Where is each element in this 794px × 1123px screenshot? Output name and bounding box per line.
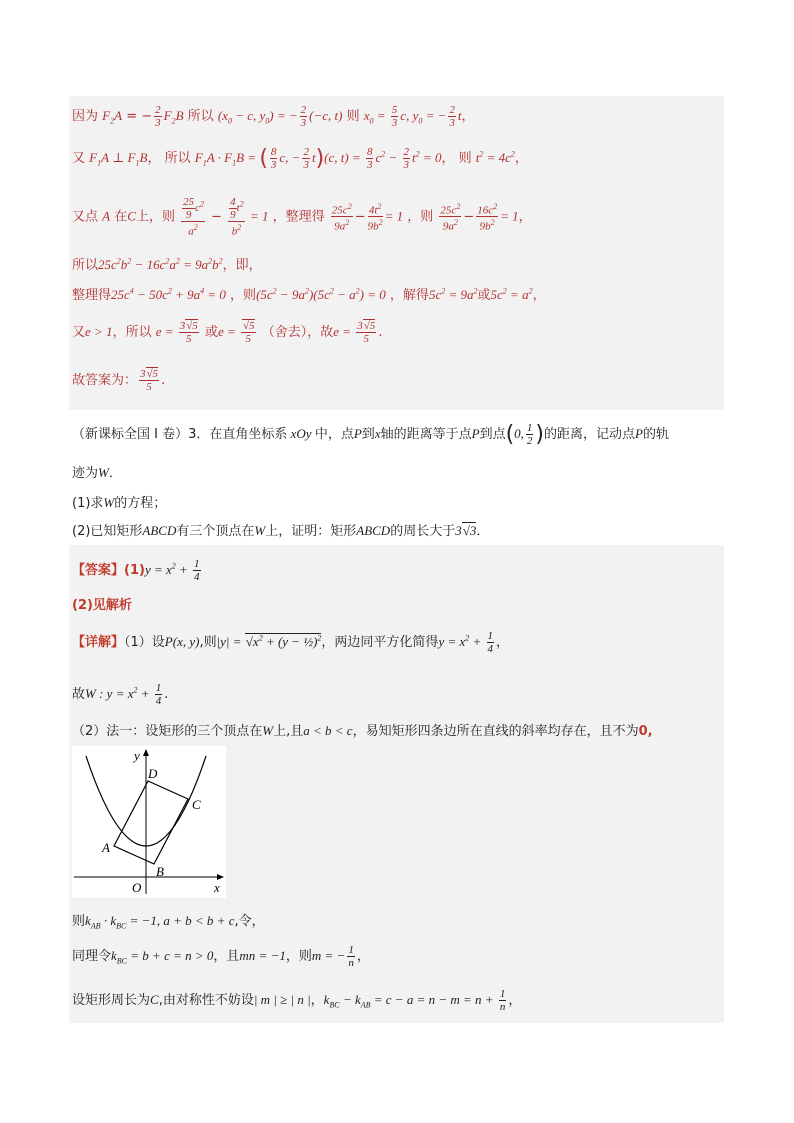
solution-line-7: 故答案为： $\frac{3√5}{5}$ . xyxy=(72,368,166,393)
detail-line-4: 则$k_{AB} \cdot k_{BC} = -1$, a + b < b + c,令， xyxy=(72,913,265,931)
parabola-rectangle-figure xyxy=(72,746,226,898)
y-axis-arrow xyxy=(143,749,149,756)
x-label: x xyxy=(214,880,220,895)
point-a-label: A xyxy=(102,840,110,855)
detail-line-1: 【详解】（1）设P(x, y),则$|y| = √x^2 + (y$ − ½)$^2$，两边同平方化简得$y = x^2$ + $\frac{1}{4}$ ， xyxy=(72,630,510,655)
solution-line-2: 又 $F_1A$ ⊥ $F_1B$， 所以 $F_1A \cdot F_1B$ = ( $\frac{8}{3}$ c, − $\frac{2}{3}$ t)(c, t) = $\frac{8}{3}$ $c^2$ − $\frac{2}{3}$ $t^2 = 0$， 则 $t^2 = 4c^2$， xyxy=(72,146,528,171)
origin-label: O xyxy=(132,880,142,895)
detail-line-6: 设矩形周长为C,由对称性不妨设| m | ≥ | n |，$k_{BC} - k_{AB} = c - a = n - m = n$ + $\frac{1}{n}$ ， xyxy=(72,988,522,1013)
solution-block-top xyxy=(69,96,724,410)
solution-line-3: 又点 A 在C上，则 $\frac{25}{9}$ $c^2$ $a^2$ − $\frac{4}{9}$ $t^2$ $b^2$ = 1 ，整理得 $\frac{25c^2}{9a^2}$ − $\frac{4t^2}{9b^2}$ = 1 ，则 $\frac{25c^2}{9a^2}$ − $\frac{16c^2}{9b^2}$ = 1， xyxy=(72,196,532,238)
y-label: y xyxy=(134,748,140,763)
point-d-label: D xyxy=(148,766,158,781)
answer-line-1: 【答案】$(1)y = x^2$ + $\frac{1}{4}$ xyxy=(72,558,200,583)
detail-line-5: 同理令$k_{BC} = b + c = n > 0$，且mn = −1，则m = − $\frac{1}{n}$ ， xyxy=(72,944,370,969)
problem-q2: (2)已知矩形ABCD有三个顶点在W上，证明：矩形ABCD的周长大于3√3． xyxy=(72,523,490,539)
problem-line-1: （新课标全国 I 卷）3．在直角坐标系 xOy 中，点P到x轴的距离等于点P到点(0, $\frac{1}{2}$ )的距离，记动点P的轨 xyxy=(72,422,669,447)
solution-line-1: 因为 $F_2A$ = − $\frac{2}{3}$ $F_2B$ 所以 ($x_0 - c$, $y_0$) = − $\frac{2}{3}$ (−c, t) 则 $x_0$ = $\frac{5}{3}$ c, $y_0$ = − $\frac{2}{3}$ t， xyxy=(72,104,475,129)
solution-line-5: 整理得$25c^4 - 50c^2 + 9a^4 = 0$ ，则$(5c^2 - 9a^2)(5c^2 - a^2) = 0$ ，解得$5c^2 = 9a^2$或$5c^2 = a^2$， xyxy=(72,286,546,303)
point-c-label: C xyxy=(192,797,201,812)
solution-line-4: 所以$25c^2b^2 - 16c^2a^2 = 9a^2b^2$，即， xyxy=(72,256,262,273)
solution-line-6: 又e > 1，所以 e = $\frac{3√5}{5}$ 或e = $\frac{√5}{5}$ （舍去），故e = $\frac{3√5}{5}$ . xyxy=(72,320,383,345)
detail-line-2: 故W : $y = x^2$ + $\frac{1}{4}$ . xyxy=(72,682,169,707)
point-b-label: B xyxy=(156,864,164,879)
problem-q1: (1)求W的方程； xyxy=(72,495,167,511)
problem-line-2: 迹为W． xyxy=(72,465,122,481)
detail-line-3: （2）法一：设矩形的三个顶点在W上,且a < b < c，易知矩形四条边所在直线的斜率均存在，且不为0, xyxy=(72,723,653,739)
answer-line-2: (2)见解析 xyxy=(72,598,132,613)
